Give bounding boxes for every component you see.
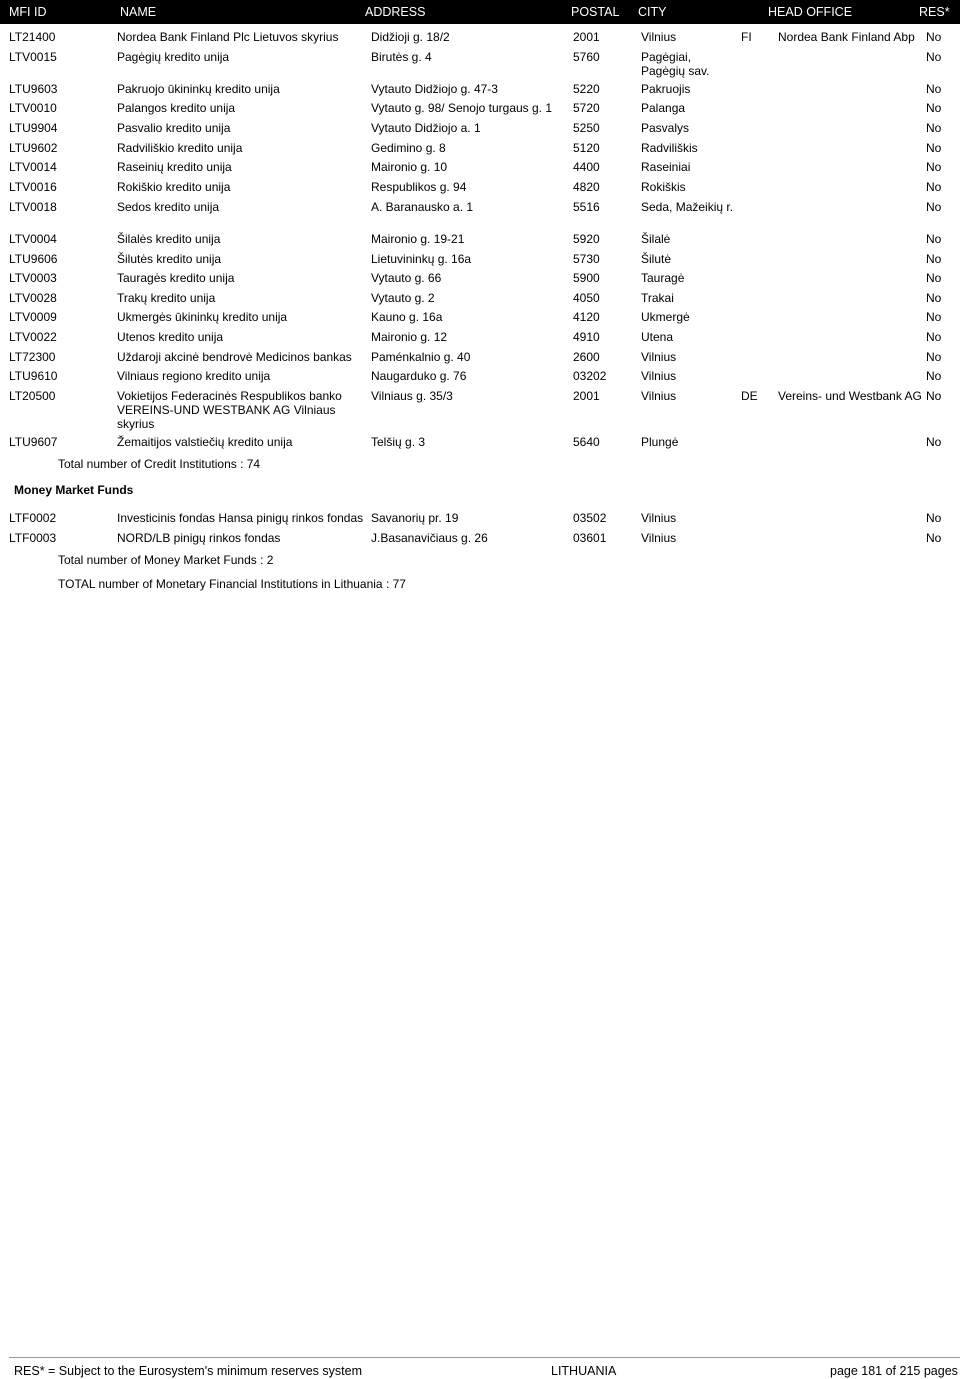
name-cell: Pasvalio kredito unija	[117, 121, 231, 135]
city-cell: Vilnius	[641, 369, 677, 383]
mfi-id-cell: LT21400	[9, 30, 56, 44]
city-cell: Tauragė	[641, 271, 685, 285]
address-cell: Vytauto g. 66	[371, 271, 442, 285]
mfi-id-cell: LTU9610	[9, 369, 58, 383]
city-cell: Šilutė	[641, 252, 672, 266]
city-cell: Radviliškis	[641, 141, 698, 155]
address-cell: Lietuvininkų g. 16a	[371, 252, 472, 266]
footer-divider	[9, 1357, 960, 1358]
city-cell: Vilnius	[641, 350, 677, 364]
address-cell: Vytauto Didžiojo g. 47-3	[371, 82, 498, 96]
address-cell: Didžioji g. 18/2	[371, 30, 450, 44]
mfi-id-cell: LTV0015	[9, 50, 57, 64]
city-cell: Raseiniai	[641, 160, 691, 174]
footer-country: LITHUANIA	[551, 1364, 617, 1378]
city-cell: Pagėgiai, Pagėgių sav.	[641, 50, 710, 78]
address-cell: Kauno g. 16a	[371, 310, 443, 324]
mfi-id-cell: LTU9603	[9, 82, 58, 96]
name-cell: Pagėgių kredito unija	[117, 50, 230, 64]
name-cell: Radviliškio kredito unija	[117, 141, 243, 155]
city-cell: Ukmergė	[641, 310, 690, 324]
city-cell: Vilnius	[641, 389, 677, 403]
mfi-id-cell: LTV0022	[9, 330, 57, 344]
res-cell: No	[926, 121, 942, 135]
country-code-cell: FI	[741, 30, 752, 44]
address-cell: Vilniaus g. 35/3	[371, 389, 453, 403]
postal-cell: 4120	[573, 310, 600, 324]
city-cell: Šilalė	[641, 232, 671, 246]
mfi-id-cell: LTV0009	[9, 310, 57, 324]
mfi-id-cell: LTV0016	[9, 180, 57, 194]
name-cell: Sedos kredito unija	[117, 200, 220, 214]
mfi-id-cell: LTV0003	[9, 271, 57, 285]
mfi-id-cell: LTV0004	[9, 232, 57, 246]
name-cell: Palangos kredito unija	[117, 101, 236, 115]
res-cell: No	[926, 291, 942, 305]
res-cell: No	[926, 30, 942, 44]
city-cell: Rokiškis	[641, 180, 686, 194]
res-cell: No	[926, 531, 942, 545]
footer-res-note: RES* = Subject to the Eurosystem's minimum reserves system	[14, 1364, 362, 1378]
city-cell: Seda, Mažeikių r.	[641, 200, 734, 214]
res-cell: No	[926, 200, 942, 214]
city-cell: Pasvalys	[641, 121, 690, 135]
name-cell: Rokiškio kredito unija	[117, 180, 231, 194]
mfi-id-cell: LTU9602	[9, 141, 58, 155]
section-heading-money-market-funds: Money Market Funds	[14, 483, 134, 497]
res-cell: No	[926, 160, 942, 174]
name-cell: Tauragės kredito unija	[117, 271, 235, 285]
postal-cell: 03601	[573, 531, 607, 545]
country-code-cell: DE	[741, 389, 758, 403]
name-cell: Vilniaus regiono kredito unija	[117, 369, 271, 383]
postal-cell: 5720	[573, 101, 600, 115]
mfi-id-cell: LTU9904	[9, 121, 58, 135]
mfi-id-cell: LTF0002	[9, 511, 57, 525]
address-cell: Paménkalnio g. 40	[371, 350, 471, 364]
name-cell: Investicinis fondas Hansa pinigų rinkos fondas	[117, 511, 364, 525]
res-cell: No	[926, 50, 942, 64]
res-cell: No	[926, 82, 942, 96]
postal-cell: 4820	[573, 180, 600, 194]
city-cell: Vilnius	[641, 30, 677, 44]
name-cell: Utenos kredito unija	[117, 330, 224, 344]
res-cell: No	[926, 271, 942, 285]
postal-cell: 2001	[573, 389, 600, 403]
postal-cell: 03502	[573, 511, 607, 525]
total-mfi-lithuania: TOTAL number of Monetary Financial Institutions in Lithuania : 77	[58, 577, 406, 591]
header-city: CITY	[638, 5, 667, 19]
city-cell: Pakruojis	[641, 82, 691, 96]
postal-cell: 5760	[573, 50, 600, 64]
postal-cell: 5730	[573, 252, 600, 266]
res-cell: No	[926, 369, 942, 383]
postal-cell: 5220	[573, 82, 600, 96]
res-cell: No	[926, 232, 942, 246]
mfi-id-cell: LTV0028	[9, 291, 57, 305]
name-cell: Nordea Bank Finland Plc Lietuvos skyrius	[117, 30, 339, 44]
name-cell: Šilutės kredito unija	[117, 252, 222, 266]
name-cell: Šilalės kredito unija	[117, 232, 221, 246]
name-cell: NORD/LB pinigų rinkos fondas	[117, 531, 281, 545]
total-money-market-funds: Total number of Money Market Funds : 2	[58, 553, 274, 567]
city-cell: Plungė	[641, 435, 679, 449]
address-cell: Birutės g. 4	[371, 50, 432, 64]
postal-cell: 4910	[573, 330, 600, 344]
mfi-id-cell: LT20500	[9, 389, 56, 403]
res-cell: No	[926, 252, 942, 266]
res-cell: No	[926, 101, 942, 115]
res-cell: No	[926, 511, 942, 525]
address-cell: Maironio g. 12	[371, 330, 448, 344]
header-res: RES*	[919, 5, 950, 19]
postal-cell: 5120	[573, 141, 600, 155]
address-cell: Savanorių pr. 19	[371, 511, 459, 525]
postal-cell: 5250	[573, 121, 600, 135]
head-office-cell: Nordea Bank Finland Abp	[778, 30, 915, 44]
name-cell: Ukmergės ūkininkų kredito unija	[117, 310, 288, 324]
city-cell: Palanga	[641, 101, 686, 115]
header-name: NAME	[120, 5, 157, 19]
address-cell: Vytauto g. 98/ Senojo turgaus g. 1	[371, 101, 553, 115]
postal-cell: 03202	[573, 369, 607, 383]
res-cell: No	[926, 180, 942, 194]
city-cell: Utena	[641, 330, 674, 344]
res-cell: No	[926, 310, 942, 324]
address-cell: Naugarduko g. 76	[371, 369, 467, 383]
address-cell: Gedimino g. 8	[371, 141, 446, 155]
postal-cell: 4050	[573, 291, 600, 305]
city-cell: Vilnius	[641, 531, 677, 545]
res-cell: No	[926, 435, 942, 449]
mfi-id-cell: LTV0014	[9, 160, 57, 174]
mfi-id-cell: LT72300	[9, 350, 56, 364]
mfi-id-cell: LTV0018	[9, 200, 57, 214]
header-postal: POSTAL	[571, 5, 620, 19]
mfi-id-cell: LTU9607	[9, 435, 58, 449]
postal-cell: 5900	[573, 271, 600, 285]
address-cell: Maironio g. 19-21	[371, 232, 465, 246]
address-cell: Respublikos g. 94	[371, 180, 467, 194]
header-head-office: HEAD OFFICE	[768, 5, 853, 19]
mfi-id-cell: LTF0003	[9, 531, 57, 545]
footer-page-number: page 181 of 215 pages	[830, 1364, 958, 1378]
res-cell: No	[926, 389, 942, 403]
mfi-id-cell: LTU9606	[9, 252, 58, 266]
address-cell: Vytauto g. 2	[371, 291, 435, 305]
name-cell: Pakruojo ūkininkų kredito unija	[117, 82, 280, 96]
name-cell: Žemaitijos valstiečių kredito unija	[117, 435, 293, 449]
res-cell: No	[926, 350, 942, 364]
address-cell: Vytauto Didžiojo a. 1	[371, 121, 481, 135]
postal-cell: 5920	[573, 232, 600, 246]
postal-cell: 2001	[573, 30, 600, 44]
table-header	[0, 0, 960, 24]
name-cell: Vokietijos Federacinės Respublikos banko VEREINS-UND WESTBANK AG Vilniaus skyrius	[117, 389, 342, 431]
address-cell: A. Baranausko a. 1	[371, 200, 474, 214]
postal-cell: 4400	[573, 160, 600, 174]
postal-cell: 2600	[573, 350, 600, 364]
address-cell: Maironio g. 10	[371, 160, 448, 174]
header-mfi-id: MFI ID	[9, 5, 47, 19]
address-cell: Telšių g. 3	[371, 435, 426, 449]
name-cell: Uždaroji akcinė bendrovė Medicinos bankas	[117, 350, 352, 364]
name-cell: Raseinių kredito unija	[117, 160, 232, 174]
res-cell: No	[926, 141, 942, 155]
mfi-id-cell: LTV0010	[9, 101, 57, 115]
head-office-cell: Vereins- und Westbank AG	[778, 389, 922, 403]
postal-cell: 5516	[573, 200, 600, 214]
total-credit-institutions: Total number of Credit Institutions : 74	[58, 457, 261, 471]
header-address: ADDRESS	[365, 5, 426, 19]
postal-cell: 5640	[573, 435, 600, 449]
address-cell: J.Basanavičiaus g. 26	[371, 531, 488, 545]
name-cell: Trakų kredito unija	[117, 291, 216, 305]
city-cell: Vilnius	[641, 511, 677, 525]
res-cell: No	[926, 330, 942, 344]
city-cell: Trakai	[641, 291, 674, 305]
